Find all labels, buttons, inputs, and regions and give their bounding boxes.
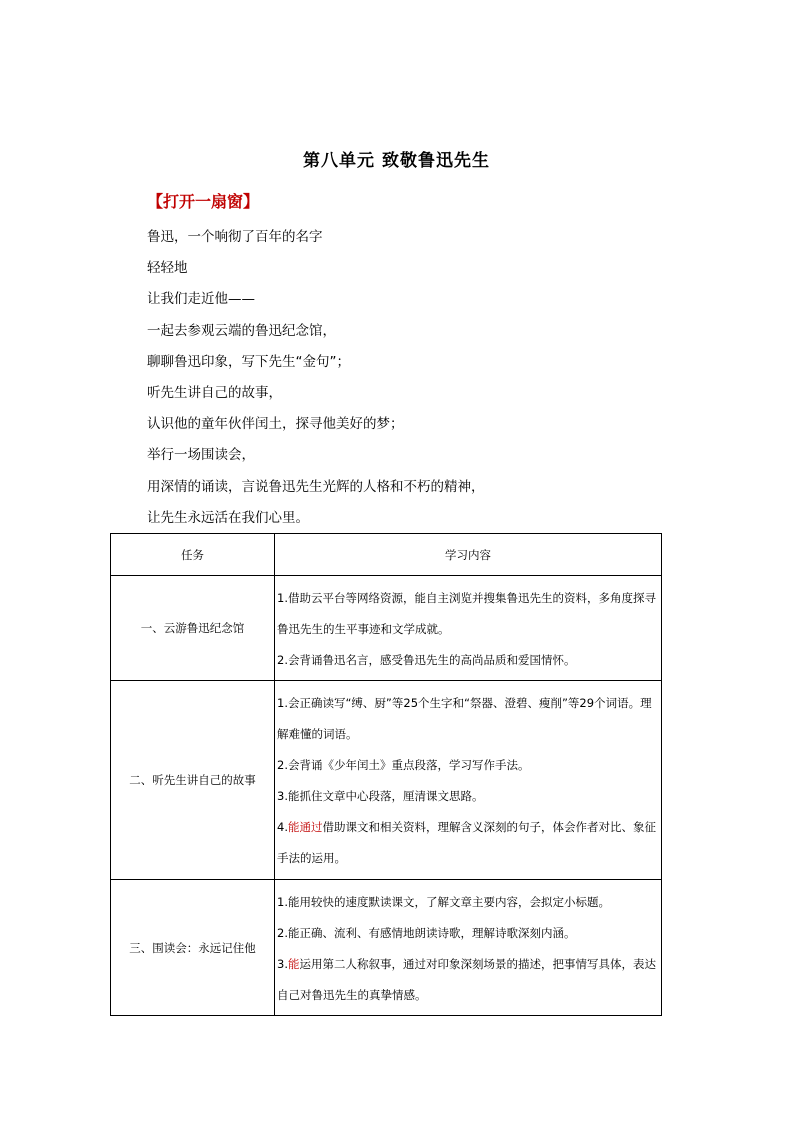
content-item: 1.会正确读写“缚、厨”等25个生字和“祭器、澄碧、瘦削”等29个词语。理解难懂的词语。 (277, 696, 652, 741)
task-cell: 二、听先生讲自己的故事 (111, 681, 275, 880)
poem-line: 举行一场围读会， (147, 447, 255, 464)
content-item: 2.会背诵《少年闰土》重点段落，学习写作手法。 (277, 758, 530, 772)
content-item (277, 812, 660, 874)
content-item: 2.能正确、流利、有感情地朗读诗歌，理解诗歌深刻内涵。 (277, 925, 576, 940)
poem-line: 让先生永远活在我们心里。 (147, 509, 309, 526)
content-cell (275, 880, 662, 1016)
item-text: 运用第二人称叙事，通过对印象深刻场景的描述，把事情写具体，表达自己对鲁迅先生的真挚情感。 (277, 956, 656, 1002)
intro-poem (147, 222, 485, 534)
table-row (111, 576, 662, 681)
content-cell (275, 576, 662, 681)
table-row (111, 681, 662, 880)
poem-line: 听先生讲自己的故事， (147, 384, 282, 401)
poem-line: 认识他的童年伙伴闰土，探寻他美好的梦； (147, 416, 404, 433)
content-item: 3.能抓住文章中心段落，厘清课文思路。 (277, 789, 484, 803)
highlighted-text: 能 (287, 956, 300, 971)
learning-plan-table (110, 533, 662, 1016)
content-item: 2.会背诵鲁迅名言，感受鲁迅先生的高尚品质和爱国情怀。 (277, 652, 576, 667)
item-text: 借助课文和相关资料，理解含义深刻的句子，体会作者对比、象征手法的运用。 (277, 820, 656, 865)
task-cell: 一、云游鲁迅纪念馆 (111, 576, 275, 681)
poem-line: 轻轻地 (147, 260, 188, 277)
poem-line: 一起去参观云端的鲁迅纪念馆， (147, 322, 336, 339)
header-task: 任务 (111, 534, 275, 576)
section-heading: 【打开一扇窗】 (147, 192, 260, 211)
content-item (277, 949, 660, 1011)
table-header-row (111, 534, 662, 576)
poem-line: 用深情的诵读，言说鲁迅先生光辉的人格和不朽的精神， (147, 478, 485, 495)
header-content: 学习内容 (275, 534, 662, 576)
poem-line: 鲁迅，一个响彻了百年的名字 (147, 229, 323, 245)
page-title: 第八单元 致敬鲁迅先生 (303, 151, 490, 171)
item-number: 4. (277, 820, 288, 834)
content-item: 1.借助云平台等网络资源，能自主浏览并搜集鲁迅先生的资料，多角度探寻鲁迅先生的生平事迹和文学成就。 (277, 590, 656, 636)
content-cell (275, 681, 662, 880)
poem-line: 聊聊鲁迅印象，写下先生“金句”； (147, 353, 350, 370)
highlighted-text: 能通过 (287, 820, 323, 834)
task-cell: 三、围读会：永远记住他 (111, 880, 275, 1016)
table-row (111, 880, 662, 1016)
item-number: 3. (277, 956, 288, 971)
content-item: 1.能用较快的速度默读课文，了解文章主要内容，会拟定小标题。 (277, 894, 610, 909)
poem-line: 让我们走近他—— (147, 291, 255, 308)
